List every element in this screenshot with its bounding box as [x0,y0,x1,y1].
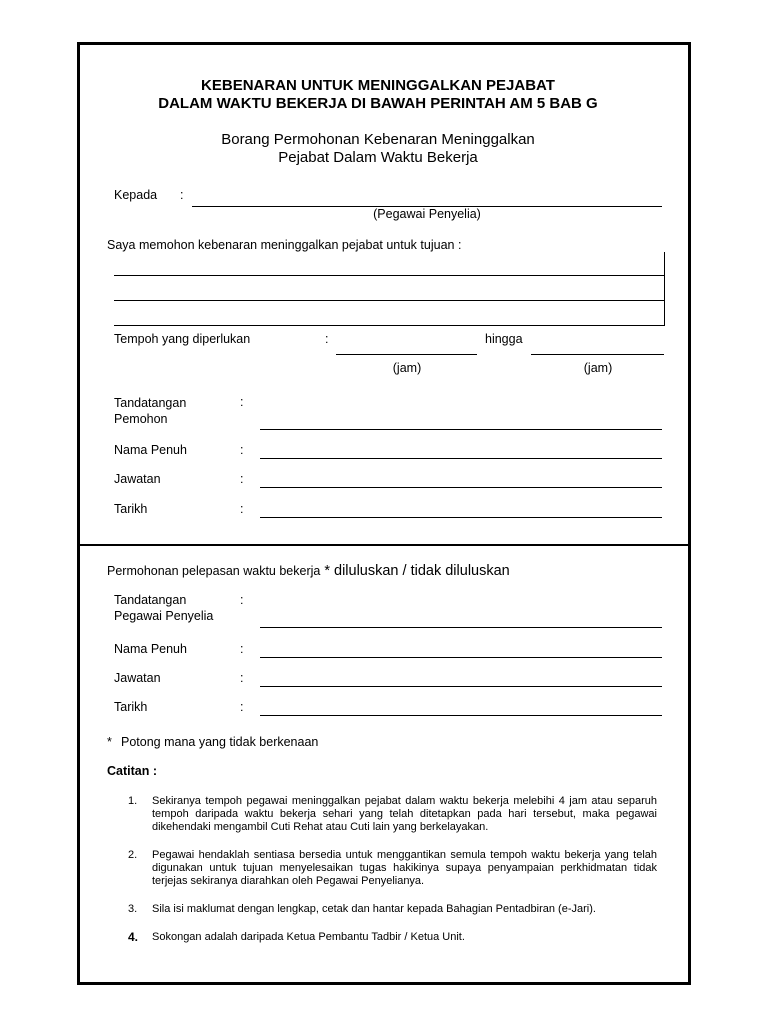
footnote-mark: * [107,735,112,749]
form-title-line-2: DALAM WAKTU BEKERJA DI BAWAH PERINTAH AM 5 BAB G [158,95,598,112]
approval-statement: Permohonan pelepasan waktu bekerja [107,564,321,578]
note-2-number: 2. [128,849,138,861]
duration-until-label: hingga [485,332,523,346]
note-1-line-1: Sekiranya tempoh pegawai meninggalkan pejabat dalam waktu bekerja melebihi 4 jam atau separuh [152,795,657,807]
note-2-line-3: terjejas sekiranya diarahkan oleh Pegawai Penyelianya. [152,875,425,887]
notes-heading: Catitan : [107,764,157,778]
supervisor-date-label: Tarikh [114,700,148,714]
supervisor-signature-colon: : [240,593,244,607]
applicant-name-label: Nama Penuh [114,443,187,457]
to-caption: (Pegawai Penyelia) [373,207,481,221]
note-2-line-2: digunakan untuk tujuan menyelesaikan tugas hakikinya supaya penyampaian perkhidmatan tidak [152,862,657,874]
duration-label: Tempoh yang diperlukan [114,332,251,346]
form-title-line-1: KEBENARAN UNTUK MENINGGALKAN PEJABAT [201,77,555,94]
note-3-text [152,903,657,916]
to-colon: : [180,188,184,202]
note-1-text [152,795,657,834]
applicant-signature-colon: : [240,395,244,409]
applicant-signature-label-line-2: Pemohon [114,412,168,426]
applicant-position-line [260,487,662,488]
applicant-signature-label-line-1: Tandatangan [114,396,187,410]
applicant-name-colon: : [240,443,244,457]
supervisor-name-line [260,657,662,658]
note-1-line-3: dikehendaki mengambil Cuti Rehat atau Cuti lain yang berkelayakan. [152,821,489,833]
form-subtitle-line-1: Borang Permohonan Kebenaran Meninggalkan [221,131,535,148]
applicant-position-label: Jawatan [114,472,161,486]
form-subtitle-line-2: Pejabat Dalam Waktu Bekerja [278,149,478,166]
purpose-box-right-edge [664,252,665,326]
to-label: Kepada [114,188,158,202]
supervisor-signature-line [260,627,662,628]
approval-statement-row [107,563,510,579]
applicant-position-colon: : [240,472,244,486]
supervisor-signature-label-line-1: Tandatangan [114,593,187,607]
form-border [77,42,691,985]
purpose-label: Saya memohon kebenaran meninggalkan pejabat untuk tujuan : [107,238,462,252]
purpose-line-1 [114,275,665,276]
footnote-text: Potong mana yang tidak berkenaan [121,735,319,749]
supervisor-position-label: Jawatan [114,671,161,685]
note-4-number: 4. [128,930,139,944]
note-4-line-1: Sokongan adalah daripada Ketua Pembantu Tadbir / Ketua Unit. [152,931,465,943]
supervisor-date-line [260,715,662,716]
supervisor-position-line [260,686,662,687]
note-3-number: 3. [128,903,138,915]
section-divider [77,544,691,546]
note-2-line-1: Pegawai hendaklah sentiasa bersedia untuk menggantikan semula tempoh waktu bekerja yang telah [152,849,657,861]
supervisor-position-colon: : [240,671,244,685]
applicant-date-colon: : [240,502,244,516]
supervisor-signature-label-line-2: Pegawai Penyelia [114,609,214,623]
note-1-line-2: tempoh daripada waktu bekerja sehari yang telah ditetapkan pada hari tersebut, maka pegawai [152,808,657,820]
purpose-line-3 [114,325,665,326]
approval-decision: * diluluskan / tidak diluluskan [324,563,510,579]
note-4-text [152,931,657,944]
duration-colon: : [325,332,329,346]
duration-to-unit: (jam) [583,361,613,375]
applicant-signature-line [260,429,662,430]
supervisor-name-colon: : [240,642,244,656]
duration-to-line [531,354,664,355]
purpose-line-2 [114,300,665,301]
supervisor-name-label: Nama Penuh [114,642,187,656]
applicant-name-line [260,458,662,459]
note-3-line-1: Sila isi maklumat dengan lengkap, cetak dan hantar kepada Bahagian Pentadbiran (e-Jari). [152,903,596,915]
duration-from-unit: (jam) [392,361,422,375]
note-2-text [152,849,657,888]
note-1-number: 1. [128,795,138,807]
supervisor-date-colon: : [240,700,244,714]
applicant-date-line [260,517,662,518]
duration-from-line [336,354,477,355]
applicant-date-label: Tarikh [114,502,148,516]
